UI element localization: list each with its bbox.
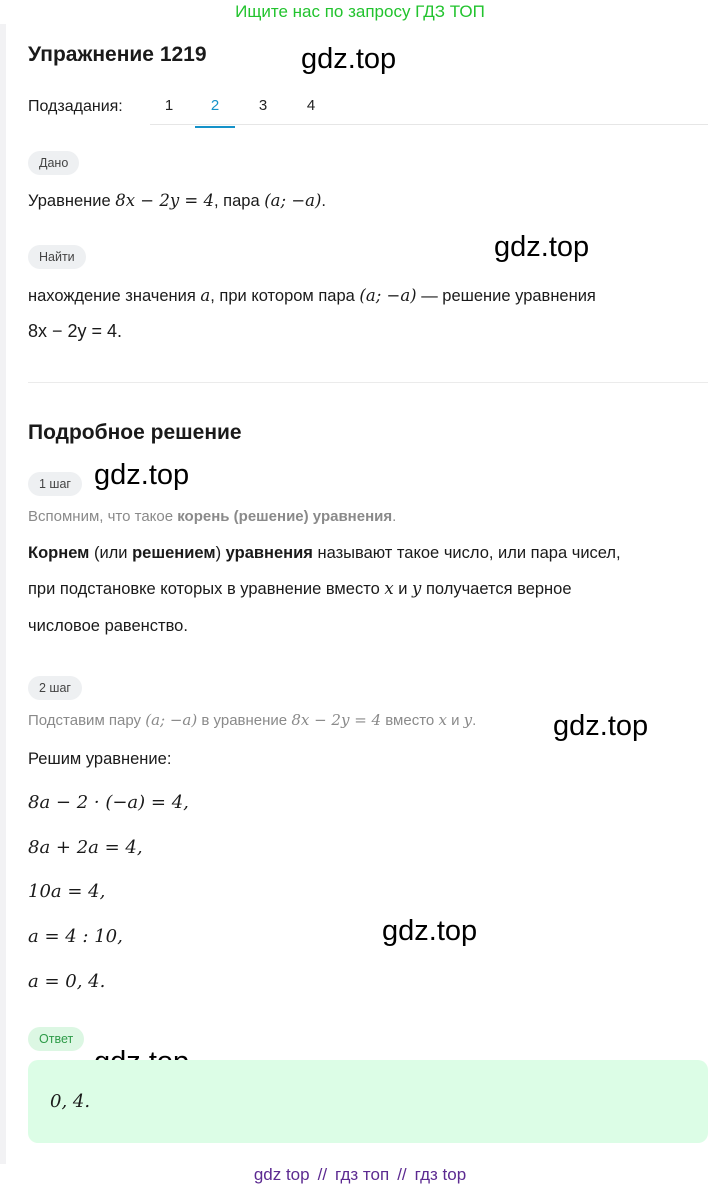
- solution-title: Подробное решение: [28, 421, 242, 444]
- find-text: нахождение значения a, при котором пара (a; −a) — решение уравнения: [28, 286, 596, 305]
- tab-subtask-3[interactable]: 3: [258, 97, 268, 114]
- step-1-line-2: при подстановке которых в уравнение вместо x и y получается верное: [28, 579, 572, 598]
- given-text: Уравнение 8x − 2y = 4, пара (a; −a).: [28, 191, 327, 210]
- left-edge-bar: [0, 24, 6, 1164]
- tab-subtask-1[interactable]: 1: [164, 97, 174, 114]
- footer-links: [0, 1160, 720, 1190]
- find-badge: Найти: [28, 245, 86, 269]
- footer-separator: //: [397, 1165, 407, 1184]
- find-equation: 8x − 2y = 4.: [28, 321, 123, 341]
- watermark: gdz.top: [382, 915, 478, 947]
- find-pair: (a; −a): [359, 286, 417, 305]
- step-1-line-1: Корнем (или решением) уравнения называют такое число, или пара чисел,: [28, 544, 621, 562]
- footer-link-1[interactable]: gdz top: [253, 1165, 310, 1184]
- step-1-badge: 1 шаг: [28, 472, 82, 496]
- solution-line-2: 8a + 2a = 4,: [28, 837, 143, 858]
- given-pair: (a; −a): [264, 191, 322, 210]
- solution-line-1: 8a − 2 · (−a) = 4,: [28, 792, 189, 813]
- subtasks-nav: [28, 90, 708, 126]
- step-2-intro: Решим уравнение:: [28, 750, 172, 768]
- answer-value: 0, 4.: [50, 1091, 91, 1112]
- watermark: gdz.top: [301, 43, 397, 75]
- section-divider: [28, 382, 708, 383]
- watermark: gdz.top: [494, 231, 590, 263]
- solution-line-3: 10a = 4,: [28, 881, 106, 902]
- step-1-hint: Вспомним, что такое корень (решение) уравнения.: [28, 508, 397, 525]
- solution-line-5: a = 0, 4.: [28, 971, 106, 992]
- page-title: Упражнение 1219: [28, 43, 207, 66]
- step-1-line-3: числовое равенство.: [28, 617, 188, 635]
- tab-subtask-4[interactable]: 4: [306, 97, 316, 114]
- step-2-badge: 2 шаг: [28, 676, 82, 700]
- footer-link-3[interactable]: гдз top: [414, 1165, 467, 1184]
- footer-link-2[interactable]: гдз топ: [335, 1165, 390, 1184]
- given-equation: 8x − 2y = 4: [115, 191, 215, 210]
- step-2-hint: Подставим пару (a; −a) в уравнение 8x − 2y = 4 вместо x и y.: [28, 711, 477, 729]
- answer-box: [28, 1060, 708, 1143]
- given-badge: Дано: [28, 151, 79, 175]
- answer-badge: Ответ: [28, 1027, 84, 1051]
- solution-line-4: a = 4 : 10,: [28, 926, 123, 947]
- watermark: gdz.top: [94, 459, 190, 491]
- watermark: gdz.top: [553, 710, 649, 742]
- subtasks-label: Подзадания:: [28, 98, 123, 115]
- search-banner: Ищите нас по запросу ГДЗ ТОП: [235, 2, 485, 21]
- tabs-underline: [150, 124, 708, 125]
- footer-separator: //: [317, 1165, 328, 1184]
- tab-subtask-2[interactable]: 2: [195, 94, 235, 118]
